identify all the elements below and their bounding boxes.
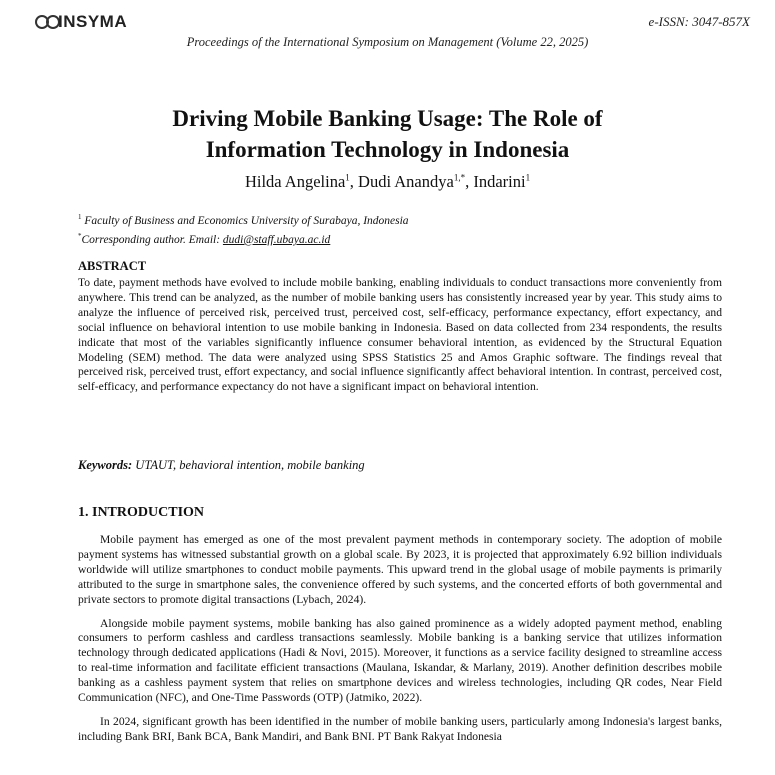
author-3: Indarini	[473, 172, 526, 191]
author-2-sup: 1,*	[453, 172, 466, 183]
title-line-1: Driving Mobile Banking Usage: The Role of	[172, 106, 603, 131]
keywords-text: UTAUT, behavioral intention, mobile banking	[132, 458, 365, 472]
introduction-body	[78, 533, 722, 754]
corresponding-email-link[interactable]: dudi@staff.ubaya.ac.id	[222, 233, 331, 246]
issn: e-ISSN: 3047-857X	[648, 14, 750, 29]
title-line-2: Information Technology in Indonesia	[205, 137, 570, 162]
corresponding-sup: *	[78, 231, 82, 240]
author-3-sup: 1	[525, 172, 531, 183]
logo-text: INSYMA	[58, 12, 128, 31]
corresponding-label: Corresponding author. Email:	[81, 233, 223, 246]
affiliation-line	[78, 210, 409, 229]
abstract-text: To date, payment methods have evolved to include mobile banking, enabling individuals to conduct transactions more conveniently from anywhere. This trend can be analyzed, as the number of mobile banking users has consistently increased year by year. This study aims to analyze the influence of perceived risk, perceived trust, perceived cost, self-efficacy, performance expectancy, effort expectancy, and social influence on behavioral intention to use mobile banking in Indonesia. Based on data collected from 234 respondents, the results indicate that most of the variables significantly influence consumer behavioral intention, as evidenced by the Structural Equation Modeling (SEM) method. The data were analyzed using SPSS Statistics 25 and Amos Graphic software. The findings reveal that perceived risk, perceived trust, effort expectancy, and social influence significantly affect behavioral intention. In contrast, perceived cost, self-efficacy, and performance expectancy do not have a significant impact on behavioral intention.	[78, 276, 722, 394]
author-1-sup: 1	[345, 172, 350, 183]
introduction-heading: 1. INTRODUCTION	[78, 505, 205, 520]
insyma-logo	[35, 12, 127, 32]
logo-rings-icon	[35, 15, 57, 29]
author-2: Dudi Anandya	[358, 172, 454, 191]
abstract-heading: ABSTRACT	[78, 259, 147, 273]
intro-paragraph-3: In 2024, significant growth has been identified in the number of mobile banking users, particularly among Indonesia's largest banks, including Bank BRI, Bank BCA, Bank Mandiri, and Bank BNI. PT Bank Rakyat Indonesia	[78, 714, 722, 743]
corresponding-line	[78, 229, 409, 248]
author-1: Hilda Angelina	[244, 172, 346, 191]
intro-paragraph-2: Alongside mobile payment systems, mobile banking has also gained prominence as a widely adopted payment method, enabling consumers to perform cashless and cardless transactions seamlessly. Mobile banking is a banking service that utilizes information technology through dedicated applications (Hadi & Novi, 2015). Moreover, it functions as a service facility designed to streamline access to real-time information and facilitate efficient transactions (Maulana, Iskandar, & Marlany, 2019). Another definition describes mobile banking as a cashless payment system that relies on smartphone devices and wireless technologies, including QR codes, Near Field Communication (NFC), and One-Time Passwords (OTP) (Jatmiko, 2022).	[78, 616, 722, 705]
proceedings-header: Proceedings of the International Symposium on Management (Volume 22, 2025)	[186, 35, 589, 49]
affiliation-text: Faculty of Business and Economics University of Surabaya, Indonesia	[84, 214, 409, 227]
affiliations	[78, 210, 409, 248]
keywords-label: Keywords:	[78, 458, 133, 472]
keywords	[78, 458, 365, 473]
intro-paragraph-1: Mobile payment has emerged as one of the most prevalent payment methods in contemporary society. The adoption of mobile payment systems has witnessed substantial growth on a global scale. By 2023, it is projected that approximately 6.92 billion individuals worldwide will utilize smartphones to conduct mobile payments. This upward trend in the global usage of mobile payments is primarily attributed to the surge in smartphone sales, the convenience offered by such systems, and the concerted efforts of both governmental and private sectors to promote digital transactions (Lybach, 2024).	[78, 533, 722, 606]
affiliation-sup: 1	[78, 213, 82, 221]
author-list: Hilda Angelina$^1$, Dudi Anandya$^{1,*}$, Indarini$^1$	[244, 172, 531, 191]
paper-title	[80, 103, 695, 165]
